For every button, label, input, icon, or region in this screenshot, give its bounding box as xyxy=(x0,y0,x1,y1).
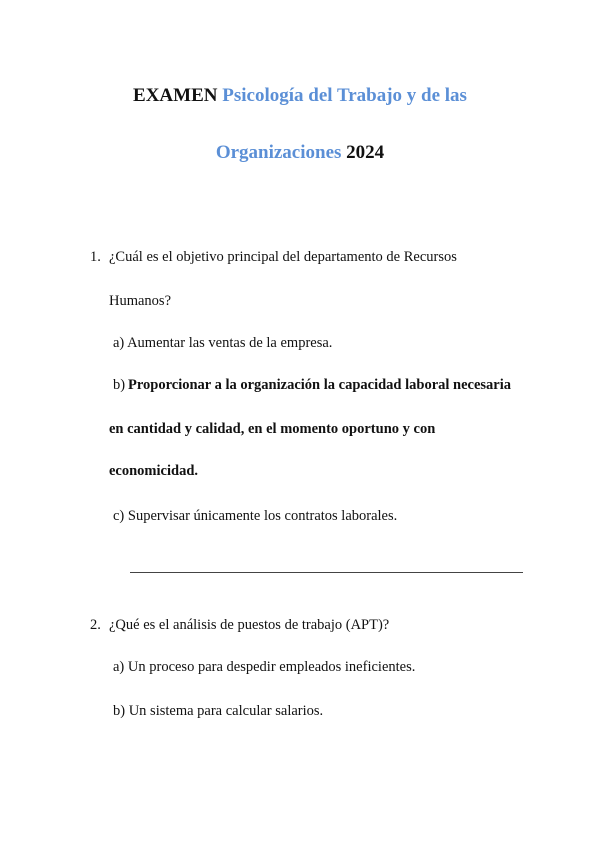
question-1-number: 1. xyxy=(90,249,101,265)
question-2-number: 2. xyxy=(90,617,101,633)
question-2-text-line1: ¿Qué es el análisis de puestos de trabajo (APT)? xyxy=(109,617,390,633)
title-line-2 xyxy=(0,142,600,164)
question-1-option-a: a) Aumentar las ventas de la empresa. xyxy=(113,335,333,351)
question-2-option-a: a) Un proceso para despedir empleados ineficientes. xyxy=(113,659,416,675)
title-subject-part2: Organizaciones xyxy=(215,142,342,163)
question-2-option-b: b) Un sistema para calcular salarios. xyxy=(113,703,324,719)
title-subject-part1: Psicología del Trabajo y de las xyxy=(222,85,467,106)
question-1-option-b-label: b) xyxy=(113,377,126,393)
question-1-option-b-line1: Proporcionar a la organización la capacidad laboral necesaria xyxy=(128,377,512,393)
question-1-option-b-line2: en cantidad y calidad, en el momento oportuno y con xyxy=(109,421,436,437)
title-line-1 xyxy=(0,85,600,107)
question-1-option-c: c) Supervisar únicamente los contratos laborales. xyxy=(113,508,398,524)
question-1-option-b-line3: economicidad. xyxy=(109,463,199,479)
separator-line xyxy=(130,572,523,573)
question-1-text-line1: ¿Cuál es el objetivo principal del departamento de Recursos xyxy=(109,249,457,265)
title-prefix: EXAMEN xyxy=(133,85,218,106)
title-year: 2024 xyxy=(346,142,385,163)
question-1-text-line2: Humanos? xyxy=(109,293,172,309)
